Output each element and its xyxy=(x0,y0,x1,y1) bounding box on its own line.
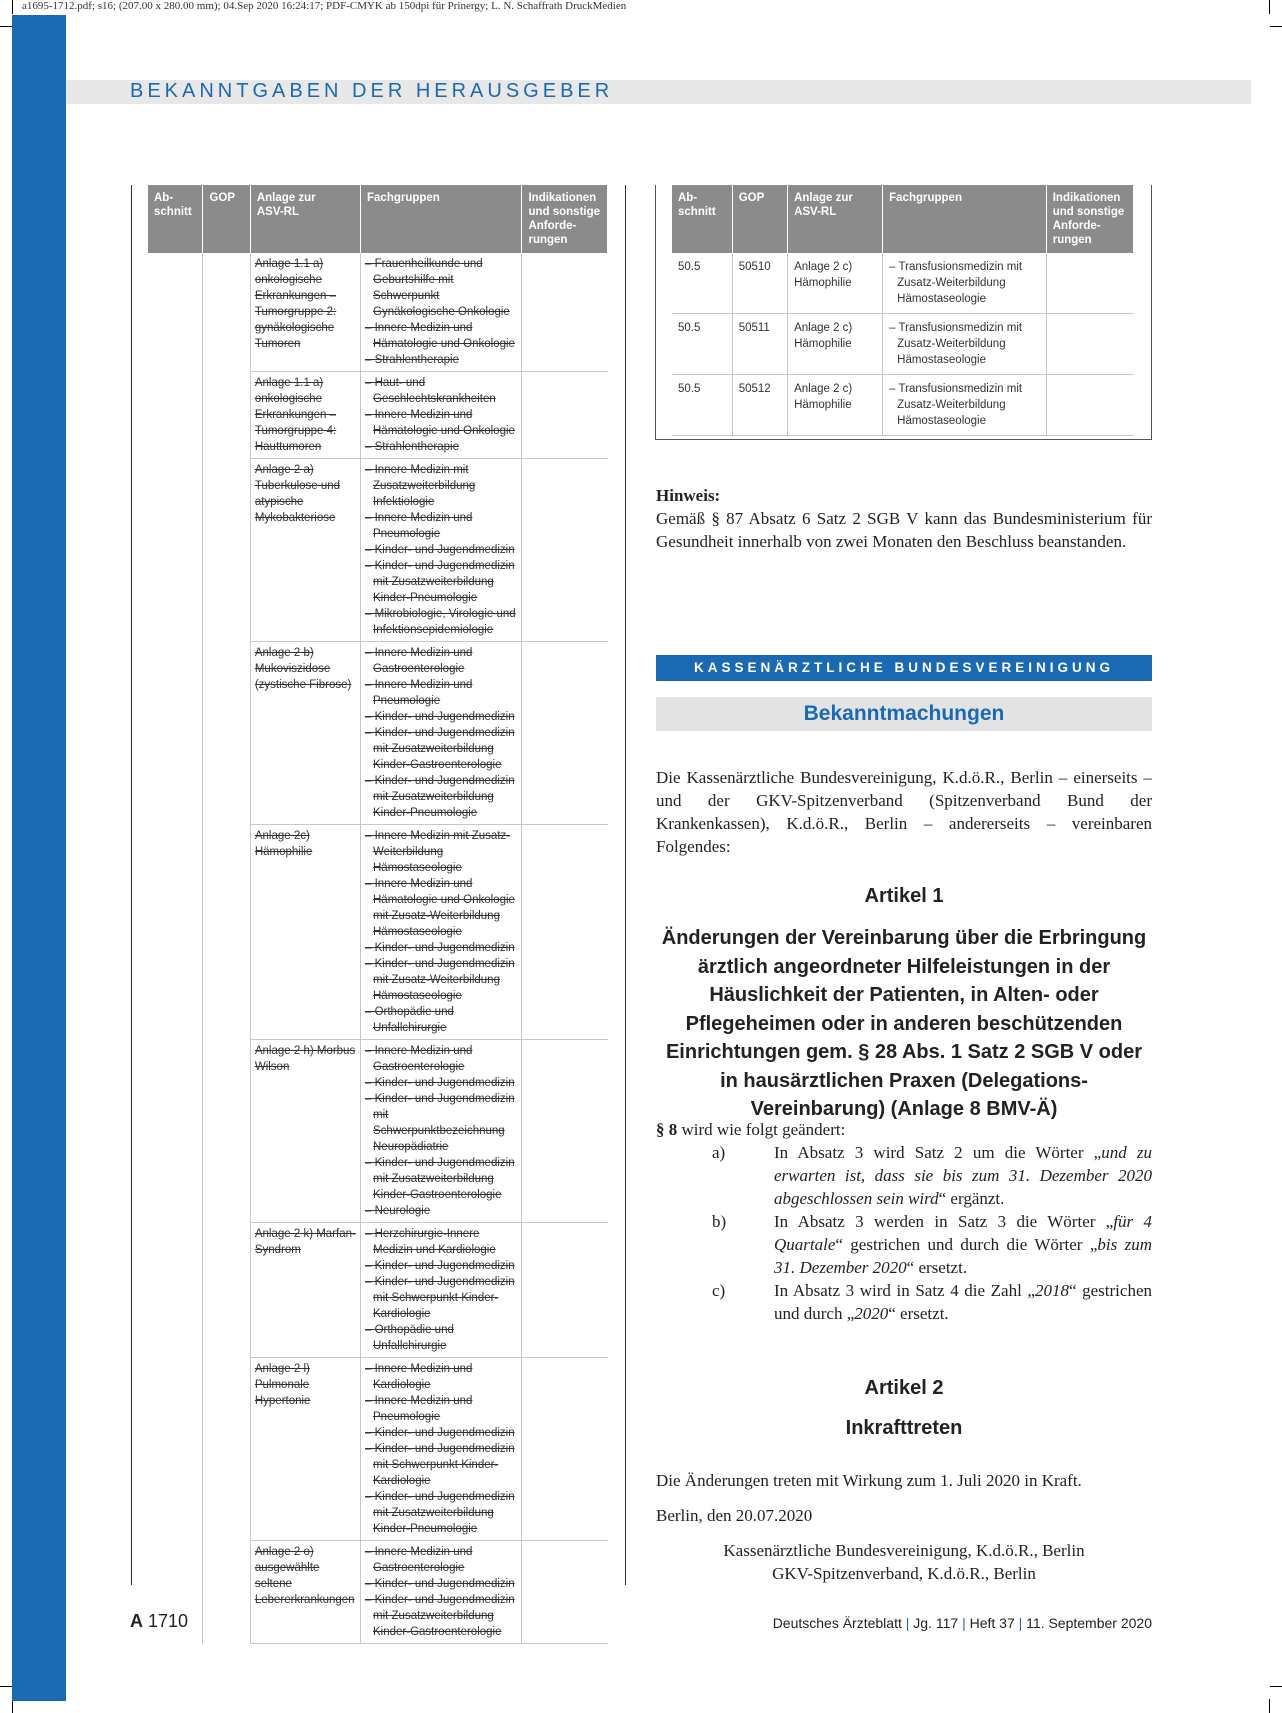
gop-cell xyxy=(203,253,250,372)
page-number: A 1710 xyxy=(130,1611,189,1631)
anlage-cell: Anlage 1.1 a) onkologische Erkrankungen – Tumorgruppe 2: gynäkologische Tumoren xyxy=(250,253,360,372)
abschnitt-cell: 50.5 xyxy=(672,375,732,436)
paragraph-8-text: wird wie folgt geändert: xyxy=(677,1120,846,1139)
fachgruppe-item: – Mikrobiologie, Virologie und Infektionsepidemiologie xyxy=(365,608,516,636)
fachgruppe-item: – Transfusionsmedizin mit Zusatz-Weiterbildung Hämostaseologie xyxy=(889,322,1023,366)
anlage-cell: Anlage 2 a) Tuberkulose und atypische Mykobakteriose xyxy=(250,459,360,642)
fachgruppe-item: – Kinder- und Jugendmedizin mit Zusatzweiterbildung Kinder-Gastroenterologie xyxy=(365,1157,515,1201)
anlage-cell: Anlage 2 h) Morbus Wilson xyxy=(250,1040,360,1223)
artikel-2-label: Artikel 2 xyxy=(864,1377,944,1399)
journal-volume: Jg. 117 xyxy=(913,1615,959,1631)
crop-mark xyxy=(1270,26,1282,27)
fachgruppe-item: – Haut- und Geschlechtskrankheiten xyxy=(365,377,496,405)
fachgruppen-cell xyxy=(361,1223,522,1358)
column-header: Fachgruppen xyxy=(361,185,522,253)
column-header: Indikationen und sonstige Anforde- rungen xyxy=(522,185,608,253)
indikationen-cell xyxy=(1046,314,1133,375)
fachgruppe-item: – Herzchirurgie-Innere Medizin und Kardiologie xyxy=(365,1228,496,1256)
anlage-cell: Anlage 2 c) Hämophilie xyxy=(788,253,883,314)
separator: | xyxy=(1018,1615,1023,1631)
table-row xyxy=(148,1040,608,1223)
kbv-banner: KASSENÄRZTLICHE BUNDESVEREINIGUNG xyxy=(656,655,1152,681)
gop-cell xyxy=(203,825,250,1040)
anlage-cell: Anlage 2 k) Marfan-Syndrom xyxy=(250,1223,360,1358)
fachgruppe-item: – Kinder- und Jugendmedizin xyxy=(365,1427,515,1439)
fachgruppe-item: – Orthopädie und Unfallchirurgie xyxy=(365,1324,454,1352)
gop-cell: 50512 xyxy=(732,375,787,436)
fachgruppe-item: – Kinder- und Jugendmedizin xyxy=(365,711,515,723)
fachgruppen-cell xyxy=(361,1541,522,1644)
column-rule xyxy=(625,185,626,1585)
column-header: GOP xyxy=(203,185,250,253)
abschnitt-cell xyxy=(148,459,203,642)
fachgruppe-item: – Frauenheilkunde und Geburtshilfe mit Schwerpunkt Gynäkologische Onkologie xyxy=(365,258,510,318)
fachgruppe-item: – Strahlentherapie xyxy=(365,441,459,453)
fachgruppe-item: – Innere Medizin und Hämatologie und Onkologie xyxy=(365,322,515,350)
indikationen-cell xyxy=(522,1040,608,1223)
gop-cell xyxy=(203,642,250,825)
fachgruppe-item: – Kinder- und Jugendmedizin mit Zusatzweiterbildung Kinder-Gastroenterologie xyxy=(365,727,515,771)
fachgruppe-item: – Transfusionsmedizin mit Zusatz-Weiterbildung Hämostaseologie xyxy=(889,261,1023,305)
crop-mark xyxy=(12,0,13,14)
table-row xyxy=(148,1223,608,1358)
fachgruppe-item: – Kinder- und Jugendmedizin mit Zusatzweiterbildung Kinder-Pneumologie xyxy=(365,560,515,604)
date-line: Berlin, den 20.07.2020 xyxy=(656,1506,813,1525)
column-header: Ab- schnitt xyxy=(672,185,732,253)
gop-cell xyxy=(203,372,250,459)
fachgruppen-cell xyxy=(361,1040,522,1223)
blue-margin-bar xyxy=(12,15,66,1701)
bekanntmachungen-banner: Bekanntmachungen xyxy=(656,697,1152,731)
table-row xyxy=(672,253,1134,314)
fachgruppen-cell xyxy=(361,1358,522,1541)
fachgruppe-item: – Innere Medizin und Pneumologie xyxy=(365,679,473,707)
gop-cell xyxy=(203,1223,250,1358)
paragraph-8-intro xyxy=(656,1118,1152,1141)
anlage-cell: Anlage 2 o) ausgewählte seltene Lebererkrankungen xyxy=(250,1541,360,1644)
indikationen-cell xyxy=(522,825,608,1040)
fachgruppe-item: – Innere Medizin und Gastroenterologie xyxy=(365,1045,473,1073)
gop-cell xyxy=(203,1358,250,1541)
table-row xyxy=(672,375,1134,436)
fachgruppen-cell xyxy=(883,253,1047,314)
abschnitt-cell xyxy=(148,825,203,1040)
fachgruppen-cell xyxy=(361,642,522,825)
crop-mark xyxy=(12,1699,13,1713)
crop-mark xyxy=(1269,0,1270,14)
item-label: c) xyxy=(712,1281,726,1300)
table-row xyxy=(148,372,608,459)
anlage-cell: Anlage 2c) Hämophilie xyxy=(250,825,360,1040)
fachgruppe-item: – Innere Medizin mit Zusatz-Weiterbildung Hämostaseologie xyxy=(365,830,511,874)
item-text: In Absatz 3 wird Satz 2 um die Wörter „und zu erwarten ist, dass sie bis zum 31. Dezember 2020 abgeschlossen sein wird“ ergänzt. xyxy=(774,1143,1152,1208)
indikationen-cell xyxy=(522,1541,608,1644)
table-row xyxy=(148,459,608,642)
gop-cell xyxy=(203,1541,250,1644)
section-header-title: BEKANNTGABEN DER HERAUSGEBER xyxy=(130,80,614,102)
crop-mark xyxy=(0,26,12,27)
fachgruppe-item: – Neurologie xyxy=(365,1205,431,1217)
intro-paragraph: Die Kassenärztliche Bundesvereinigung, K.d.ö.R., Berlin – einerseits – und der GKV-Spitzenverband (Spitzenverband Bund der Krankenkassen), K.d.ö.R., Berlin – andererseits – vereinbaren Folgendes: xyxy=(656,768,1152,856)
item-label: b) xyxy=(712,1212,727,1231)
fachgruppen-cell xyxy=(361,253,522,372)
change-item-c xyxy=(656,1279,1152,1325)
column-header: GOP xyxy=(732,185,787,253)
abschnitt-cell xyxy=(148,253,203,372)
indikationen-cell xyxy=(1046,375,1133,436)
inkraft-text: Die Änderungen treten mit Wirkung zum 1. Juli 2020 in Kraft. xyxy=(656,1471,1082,1490)
table-row xyxy=(148,642,608,825)
journal-date: 11. September 2020 xyxy=(1026,1615,1152,1631)
fachgruppe-item: – Innere Medizin und Hämatologie und Onkologie xyxy=(365,409,515,437)
fachgruppe-item: – Kinder- und Jugendmedizin mit Zusatzweiterbildung Kinder-Pneumologie xyxy=(365,1491,515,1535)
column-header: Fachgruppen xyxy=(883,185,1047,253)
artikel-1-label: Artikel 1 xyxy=(864,885,944,907)
crop-mark xyxy=(0,1686,12,1687)
gop-cell xyxy=(203,459,250,642)
hinweis-title: Hinweis: xyxy=(656,486,721,505)
hinweis-text: Gemäß § 87 Absatz 6 Satz 2 SGB V kann das Bundesministerium für Gesundheit innerhalb von zwei Monaten den Beschluss beanstanden. xyxy=(656,509,1152,551)
item-text: In Absatz 3 wird in Satz 4 die Zahl „2018“ gestrichen und durch „2020“ ersetzt. xyxy=(774,1281,1152,1323)
signature-kbv: Kassenärztliche Bundesvereinigung, K.d.ö.R., Berlin xyxy=(723,1541,1085,1560)
fachgruppe-item: – Transfusionsmedizin mit Zusatz-Weiterbildung Hämostaseologie xyxy=(889,383,1023,427)
fachgruppe-item: – Kinder- und Jugendmedizin xyxy=(365,1578,515,1590)
journal-footer xyxy=(773,1615,1152,1631)
fachgruppen-cell xyxy=(361,825,522,1040)
artikel-2-title: Inkrafttreten xyxy=(845,1417,963,1439)
fachgruppe-item: – Innere Medizin und Gastroenterologie xyxy=(365,1546,473,1574)
right-gop-table xyxy=(672,185,1134,436)
print-info-line: a1695-1712.pdf; s16; (207.00 x 280.00 mm); 04.Sep 2020 16:24:17; PDF-CMYK ab 150dpi für Prinergy; L. N. Schaffrath DruckMedien xyxy=(22,0,627,12)
abschnitt-cell xyxy=(148,1358,203,1541)
indikationen-cell xyxy=(522,372,608,459)
table-header-row xyxy=(148,185,608,253)
anlage-cell: Anlage 1.1 a) onkologische Erkrankungen – Tumorgruppe 4: Hauttumoren xyxy=(250,372,360,459)
fachgruppe-item: – Kinder- und Jugendmedizin xyxy=(365,1260,515,1272)
fachgruppe-item: – Kinder- und Jugendmedizin mit Zusatzweiterbildung Kinder-Gastroenterologie xyxy=(365,1594,515,1638)
anlage-cell: Anlage 2 c) Hämophilie xyxy=(788,314,883,375)
table-row xyxy=(672,314,1134,375)
fachgruppe-item: – Kinder- und Jugendmedizin mit Schwerpunkt Kinder-Kardiologie xyxy=(365,1443,515,1487)
abschnitt-cell: 50.5 xyxy=(672,314,732,375)
fachgruppen-cell xyxy=(883,314,1047,375)
fachgruppe-item: – Innere Medizin mit Zusatzweiterbildung Infektiologie xyxy=(365,464,476,508)
table-row xyxy=(148,1358,608,1541)
table-row xyxy=(148,825,608,1040)
abschnitt-cell xyxy=(148,1223,203,1358)
left-gop-table xyxy=(148,185,608,1644)
crop-mark xyxy=(1270,1686,1282,1687)
table-row xyxy=(148,253,608,372)
fachgruppe-item: – Kinder- und Jugendmedizin xyxy=(365,1077,515,1089)
fachgruppe-item: – Innere Medizin und Hämatologie und Onkologie mit Zusatz-Weiterbildung Hämostaseologie xyxy=(365,878,515,938)
indikationen-cell xyxy=(1046,253,1133,314)
artikel-1-title: Änderungen der Vereinbarung über die Erbringung ärztlich angeordneter Hilfeleistungen in der Häuslichkeit der Patienten, in Alten- oder Pflegeheimen oder in anderen beschützenden Einrichtungen gem. § 28 Abs. 1 Satz 2 SGB V oder in hausärztlichen Praxen (Delegations-Vereinbarung) (Anlage 8 BMV-Ä) xyxy=(661,927,1147,1120)
column-header: Ab- schnitt xyxy=(148,185,203,253)
fachgruppe-item: – Kinder- und Jugendmedizin mit Zusatzweiterbildung Kinder-Pneumologie xyxy=(365,775,515,819)
fachgruppe-item: – Orthopädie und Unfallchirurgie xyxy=(365,1006,454,1034)
abschnitt-cell xyxy=(148,1040,203,1223)
journal-issue: Heft 37 xyxy=(969,1615,1015,1631)
indikationen-cell xyxy=(522,459,608,642)
column-rule xyxy=(131,185,132,1585)
signature-gkv: GKV-Spitzenverband, K.d.ö.R., Berlin xyxy=(772,1564,1036,1583)
fachgruppe-item: – Kinder- und Jugendmedizin xyxy=(365,544,515,556)
indikationen-cell xyxy=(522,642,608,825)
indikationen-cell xyxy=(522,1358,608,1541)
abschnitt-cell: 50.5 xyxy=(672,253,732,314)
crop-mark xyxy=(1269,1699,1270,1713)
gop-cell: 50511 xyxy=(732,314,787,375)
item-text: In Absatz 3 werden in Satz 3 die Wörter „für 4 Quartale“ gestrichen und durch die Wörter „bis zum 31. Dezember 2020“ ersetzt. xyxy=(774,1212,1153,1277)
column-header: Anlage zur ASV-RL xyxy=(788,185,883,253)
indikationen-cell xyxy=(522,253,608,372)
fachgruppe-item: – Kinder- und Jugendmedizin xyxy=(365,942,515,954)
item-label: a) xyxy=(712,1143,726,1162)
fachgruppe-item: – Innere Medizin und Kardiologie xyxy=(365,1363,473,1391)
change-item-a xyxy=(656,1141,1152,1210)
fachgruppen-cell xyxy=(883,375,1047,436)
anlage-cell: Anlage 2 b) Mukoviszidose (zystische Fibrose) xyxy=(250,642,360,825)
fachgruppe-item: – Kinder- und Jugendmedizin mit Schwerpunkt Kinder-Kardiologie xyxy=(365,1276,515,1320)
fachgruppen-cell xyxy=(361,372,522,459)
journal-name: Deutsches Ärzteblatt xyxy=(772,1615,902,1631)
indikationen-cell xyxy=(522,1223,608,1358)
column-header: Indikationen und sonstige Anforde- rungen xyxy=(1046,185,1133,253)
fachgruppen-cell xyxy=(361,459,522,642)
fachgruppe-item: – Kinder- und Jugendmedizin mit Zusatz-Weiterbildung Hämostaseologie xyxy=(365,958,515,1002)
anlage-cell: Anlage 2 c) Hämophilie xyxy=(788,375,883,436)
anlage-cell: Anlage 2 l) Pulmonale Hypertonie xyxy=(250,1358,360,1541)
table-header-row xyxy=(672,185,1134,253)
fachgruppe-item: – Innere Medizin und Gastroenterologie xyxy=(365,647,473,675)
abschnitt-cell xyxy=(148,642,203,825)
paragraph-8-number: § 8 xyxy=(656,1120,678,1139)
separator: | xyxy=(962,1615,966,1631)
separator: | xyxy=(905,1615,910,1631)
abschnitt-cell xyxy=(148,372,203,459)
gop-cell: 50510 xyxy=(732,253,787,314)
fachgruppe-item: – Innere Medizin und Pneumologie xyxy=(365,1395,473,1423)
gop-cell xyxy=(203,1040,250,1223)
fachgruppe-item: – Kinder- und Jugendmedizin mit Schwerpunktbezeichnung Neuropädiatrie xyxy=(365,1093,515,1153)
fachgruppe-item: – Strahlentherapie xyxy=(365,354,459,366)
fachgruppe-item: – Innere Medizin und Pneumologie xyxy=(365,512,473,540)
change-item-b xyxy=(656,1210,1152,1279)
table-row xyxy=(148,1541,608,1644)
column-header: Anlage zur ASV-RL xyxy=(250,185,360,253)
